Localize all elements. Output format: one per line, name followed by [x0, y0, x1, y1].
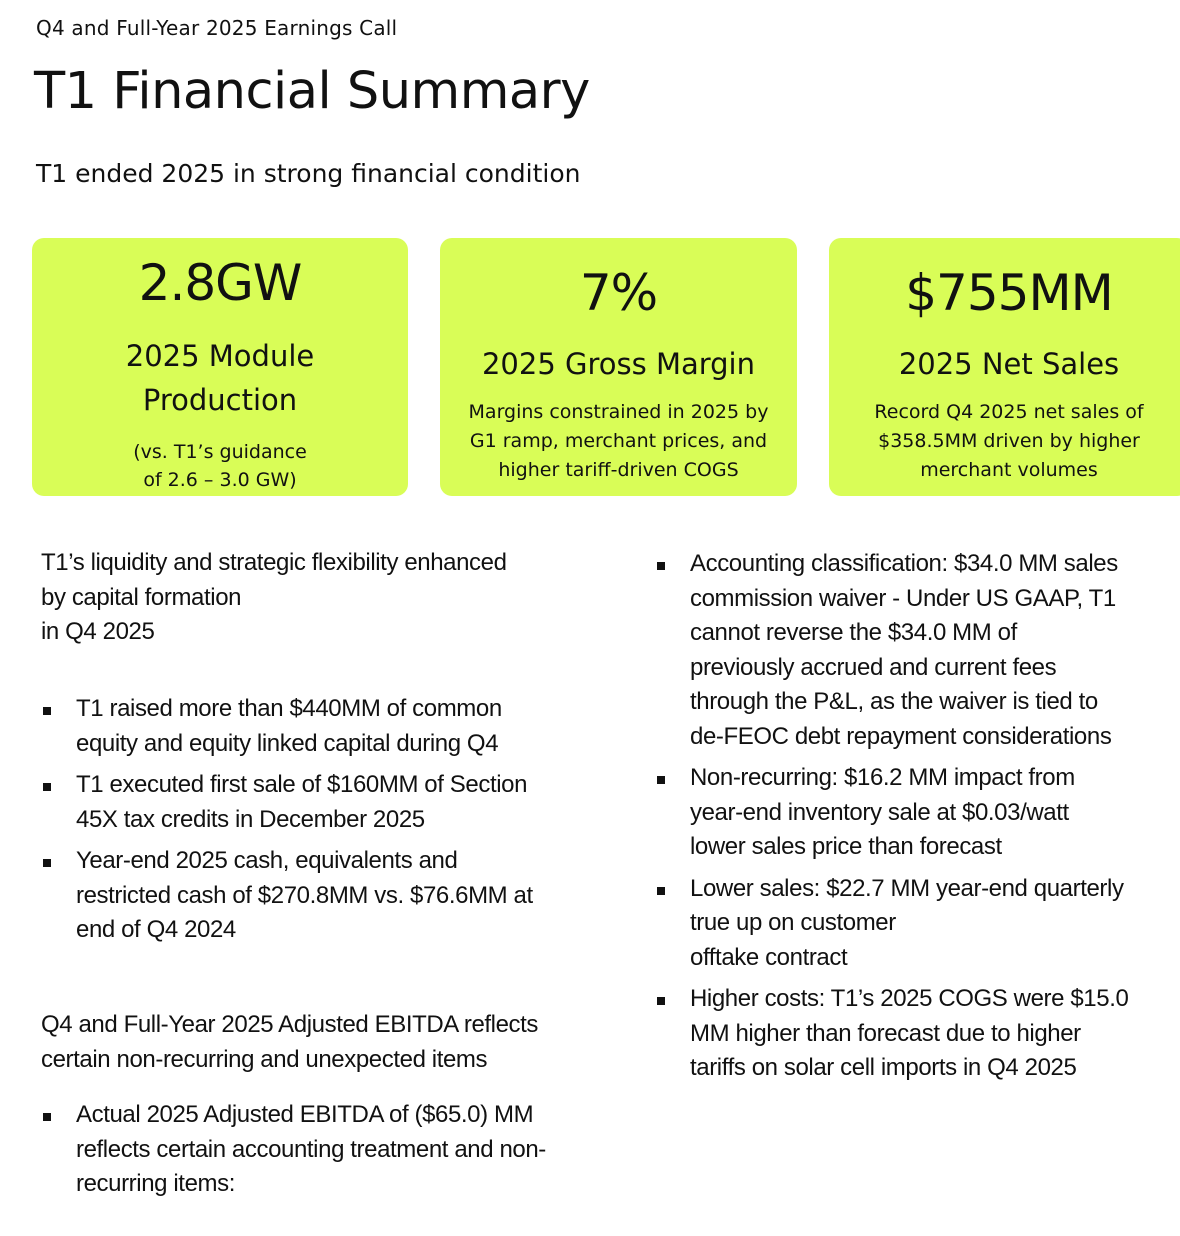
kpi-label-line: 2025 Module: [125, 339, 315, 373]
bullet-line: Higher costs: T1’s 2025 COGS were $15.0: [690, 985, 1129, 1012]
bullet-line: year-end inventory sale at $0.03/watt: [690, 798, 1069, 826]
heading-line: by capital formation: [41, 583, 242, 611]
ebitda-items-bullet-list: [655, 547, 1175, 1093]
list-item: [655, 547, 1175, 754]
kpi-note-line: of 2.6 – 3.0 GW): [143, 469, 297, 491]
page-subtitle: T1 ended 2025 in strong financial condition: [36, 159, 581, 188]
list-item: [655, 761, 1175, 865]
list-item: [41, 1098, 601, 1202]
bullet-line: de-FEOC debt repayment considerations: [690, 722, 1112, 750]
list-item: [41, 692, 586, 761]
kpi-card-gross-margin: [440, 238, 797, 496]
kpi-label-line: Production: [142, 383, 298, 417]
kpi-label: [829, 342, 1180, 386]
list-item: [655, 982, 1175, 1086]
kpi-card-module-production: [32, 238, 408, 496]
kpi-label-line: 2025 Net Sales: [898, 347, 1120, 381]
bullet-line: T1 raised more than $440MM of common: [76, 695, 502, 722]
kpi-value: 2.8GW: [138, 254, 302, 312]
kpi-note-line: (vs. T1’s guidance: [133, 441, 307, 463]
liquidity-bullet-list: [41, 692, 586, 955]
bullet-line: previously accrued and current fees: [690, 653, 1057, 681]
bullet-line: Non-recurring: $16.2 MM impact from: [690, 764, 1075, 791]
bullet-line: tariffs on solar cell imports in Q4 2025: [690, 1054, 1077, 1081]
kpi-value: 7%: [579, 264, 658, 322]
ebitda-bullet-list: [41, 1098, 601, 1209]
bullet-line: end of Q4 2024: [76, 916, 236, 943]
kpi-note-line: G1 ramp, merchant prices, and: [469, 430, 768, 452]
list-item: [41, 844, 586, 948]
square-bullet-icon: [43, 1113, 51, 1121]
heading-line: T1’s liquidity and strategic flexibility enhanced: [41, 549, 507, 576]
kpi-note-line: merchant volumes: [920, 459, 1098, 481]
kpi-note: [32, 438, 408, 494]
heading-line: in Q4 2025: [41, 618, 155, 645]
bullet-line: lower sales price than forecast: [690, 833, 1002, 860]
bullet-line: restricted cash of $270.8MM vs. $76.6MM at: [76, 881, 533, 909]
bullet-line: Actual 2025 Adjusted EBITDA of ($65.0) MM: [76, 1101, 534, 1128]
kpi-note: [829, 398, 1180, 485]
square-bullet-icon: [43, 859, 51, 867]
square-bullet-icon: [43, 707, 51, 715]
heading-line: certain non-recurring and unexpected items: [41, 1045, 488, 1073]
liquidity-heading: [41, 546, 601, 650]
list-item: [41, 768, 586, 837]
bullet-line: Accounting classification: $34.0 MM sales: [690, 550, 1118, 577]
bullet-line: through the P&L, as the waiver is tied to: [690, 688, 1098, 715]
bullet-line: MM higher than forecast due to higher: [690, 1019, 1081, 1047]
square-bullet-icon: [43, 783, 51, 791]
kpi-note-line: Record Q4 2025 net sales of: [874, 401, 1144, 423]
ebitda-heading: [41, 1008, 601, 1077]
heading-line: Q4 and Full-Year 2025 Adjusted EBITDA reflects: [41, 1011, 539, 1038]
kpi-label: [32, 334, 408, 422]
bullet-line: T1 executed first sale of $160MM of Section: [76, 771, 528, 798]
square-bullet-icon: [657, 776, 665, 784]
bullet-line: Lower sales: $22.7 MM year-end quarterly: [690, 874, 1124, 902]
kpi-value: $755MM: [905, 264, 1113, 322]
kpi-note-line: Margins constrained in 2025 by: [468, 401, 769, 423]
kpi-label: [440, 342, 797, 386]
bullet-line: equity and equity linked capital during Q4: [76, 729, 499, 757]
bullet-line: true up on customer: [690, 909, 896, 936]
bullet-line: 45X tax credits in December 2025: [76, 805, 425, 833]
bullet-line: cannot reverse the $34.0 MM of: [690, 619, 1017, 646]
list-item: [655, 872, 1175, 976]
bullet-line: Year-end 2025 cash, equivalents and: [76, 847, 458, 874]
page-title: T1 Financial Summary: [34, 62, 590, 121]
presentation-eyebrow: Q4 and Full-Year 2025 Earnings Call: [36, 16, 398, 40]
bullet-line: recurring items:: [76, 1170, 235, 1197]
kpi-card-net-sales: [829, 238, 1180, 496]
bullet-line: commission waiver - Under US GAAP, T1: [690, 584, 1116, 612]
bullet-line: offtake contract: [690, 943, 848, 971]
square-bullet-icon: [657, 997, 665, 1005]
square-bullet-icon: [657, 562, 665, 570]
kpi-label-line: 2025 Gross Margin: [481, 347, 755, 381]
kpi-note-line: higher tariff-driven COGS: [498, 459, 739, 481]
bullet-line: reflects certain accounting treatment and non-: [76, 1135, 546, 1163]
kpi-note: [440, 398, 797, 485]
square-bullet-icon: [657, 887, 665, 895]
kpi-note-line: $358.5MM driven by higher: [878, 430, 1140, 452]
